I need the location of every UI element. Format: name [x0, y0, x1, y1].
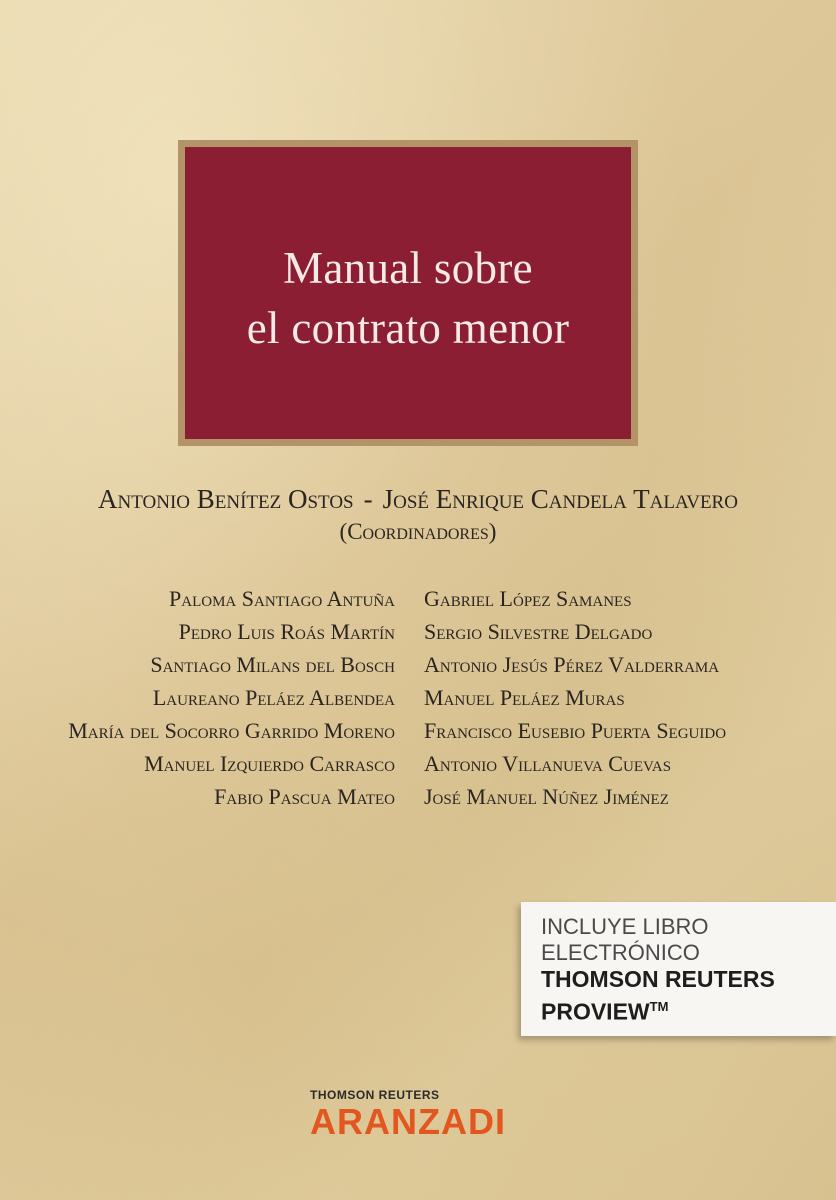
author-name: Pedro Luis Roás Martín [178, 619, 395, 644]
publisher-parent: THOMSON REUTERS [310, 1088, 440, 1102]
author-name: Sergio Silvestre Delgado [424, 619, 653, 644]
trademark-mark: TM [649, 999, 669, 1014]
author-name: José Manuel Núñez Jiménez [424, 784, 669, 809]
badge-line-3: THOMSON REUTERS [541, 966, 775, 992]
ebook-badge [521, 902, 836, 1036]
title-frame [178, 140, 638, 446]
badge-proview: PROVIEW [541, 998, 650, 1025]
author-name: Manuel Izquierdo Carrasco [144, 751, 395, 776]
badge-line-1: INCLUYE LIBRO [541, 914, 709, 939]
title-line-2: el contrato menor [246, 303, 570, 353]
author-name: Antonio Jesús Pérez Valderrama [424, 652, 720, 677]
title-box [185, 147, 631, 439]
coordinator-name-1: Antonio Benítez Ostos [98, 484, 354, 514]
author-name: Paloma Santiago Antuña [169, 586, 395, 611]
publisher-imprint: ARANZADI [310, 1101, 506, 1142]
author-name: Laureano Peláez Albendea [152, 685, 395, 710]
title-line-1: Manual sobre [283, 243, 533, 293]
author-name: Santiago Milans del Bosch [150, 652, 395, 677]
author-name: Francisco Eusebio Puerta Seguido [424, 718, 727, 743]
author-name: Antonio Villanueva Cuevas [424, 751, 672, 776]
author-name: María del Socorro Garrido Moreno [68, 718, 395, 743]
coordinators-role: (Coordinadores) [339, 519, 497, 544]
badge-line-4 [541, 993, 836, 1026]
coordinator-name-2: José Enrique Candela Talavero [382, 484, 738, 514]
badge-line-2: ELECTRÓNICO [541, 940, 700, 965]
authors-right-column [424, 582, 726, 813]
authors-left-column [68, 582, 395, 813]
author-name: Fabio Pascua Mateo [214, 784, 395, 809]
coordinator-separator: - [363, 484, 373, 514]
author-name: Gabriel López Samanes [424, 586, 632, 611]
publisher-logo [310, 1088, 506, 1142]
author-name: Manuel Peláez Muras [424, 685, 625, 710]
coordinators-line [0, 483, 836, 515]
